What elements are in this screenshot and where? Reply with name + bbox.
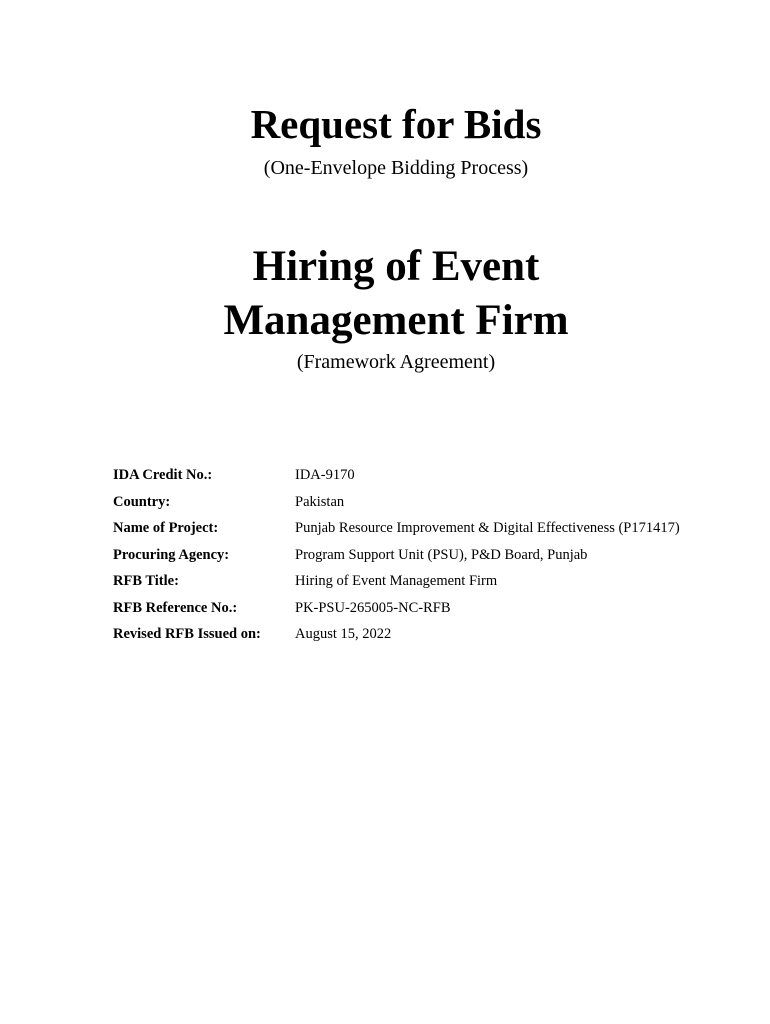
detail-label: Name of Project: <box>113 520 219 536</box>
detail-value: August 15, 2022 <box>295 626 392 642</box>
document-subtitle: (One-Envelope Bidding Process) <box>263 157 529 179</box>
detail-value: PK-PSU-265005-NC-RFB <box>295 600 451 616</box>
heading-line-1: Hiring of Event <box>252 243 540 290</box>
heading-line-2: Management Firm <box>223 297 569 344</box>
detail-value: Pakistan <box>295 494 345 510</box>
detail-value: Hiring of Event Management Firm <box>295 573 498 589</box>
detail-value: Punjab Resource Improvement & Digital Effectiveness (P171417) <box>295 520 680 536</box>
assignment-heading <box>0 240 770 348</box>
detail-label: Country: <box>113 494 171 510</box>
detail-label: RFB Title: <box>113 573 179 589</box>
detail-label: IDA Credit No.: <box>113 467 213 483</box>
detail-value: IDA-9170 <box>295 467 355 483</box>
document-title: Request for Bids <box>250 101 542 147</box>
heading-subtitle: (Framework Agreement) <box>296 351 496 373</box>
detail-label: RFB Reference No.: <box>113 600 238 616</box>
detail-value: Program Support Unit (PSU), P&D Board, Punjab <box>295 547 588 563</box>
detail-label: Procuring Agency: <box>113 547 230 563</box>
detail-label: Revised RFB Issued on: <box>113 626 261 642</box>
